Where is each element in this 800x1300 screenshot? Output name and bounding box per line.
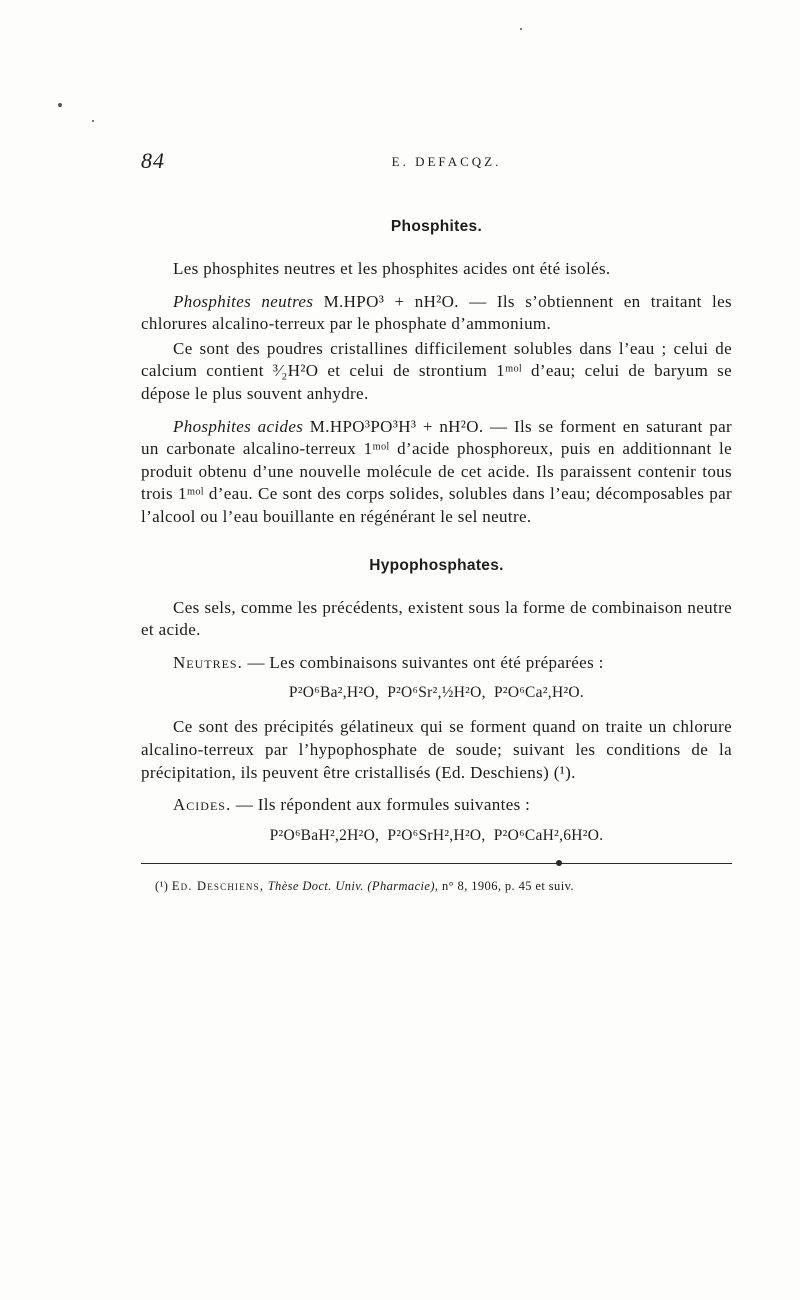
page-number: 84 xyxy=(141,148,165,173)
label-acides: Acides. xyxy=(173,795,232,815)
paragraph-hypophosphates-acides xyxy=(141,794,732,817)
footnote-divider xyxy=(141,863,732,864)
footnote-author: Ed. Deschiens, xyxy=(171,878,265,893)
label-phosphites-neutres: Phosphites neutres xyxy=(173,291,314,311)
scan-speck xyxy=(92,120,94,122)
formula-phosphites-acides: M.HPO³PO³H³ + nH²O. xyxy=(309,416,484,436)
paragraph-hypophosphates-neutres xyxy=(141,652,732,675)
paragraph-phosphites-neutres-details: Ce sont des poudres cristallines difficilement solubles dans l’eau ; celui de calcium contient ³⁄₂H²O et celui de strontium 1ᵐᵒˡ d’eau; celui de baryum se dépose le plus souvent anhydre. xyxy=(141,338,732,403)
formula-phosphites-neutres: M.HPO³ + nH²O. xyxy=(323,291,459,311)
paragraph-phosphites-intro: Les phosphites neutres et les phosphites acides ont été isolés. xyxy=(173,259,611,278)
label-phosphites-acides: Phosphites acides xyxy=(173,416,304,436)
text-phosphites-acides: — Ils se forment en saturant par un carbonate alcalino-terreux 1ᵐᵒˡ d’acide phosphoreux, puis en additionnant le produit obtenu d’une nouvelle molécule de cet acide. Ils paraissent contenir tous trois 1ᵐᵒˡ d’eau. Ce sont des corps solides, solubles dans l’eau; décomposables par l’alcool ou l’eau bouillante en régénérant le sel neutre. xyxy=(141,416,732,526)
scan-speck xyxy=(58,103,62,107)
paragraph-phosphites-acides xyxy=(141,416,732,529)
section-title-hypophosphates: Hypophosphates. xyxy=(369,556,504,574)
section-title-phosphites: Phosphites. xyxy=(390,218,483,235)
formula-line-acides: P²O⁶BaH²,2H²O, P²O⁶SrH²,H²O, P²O⁶CaH²,6H²O. xyxy=(269,826,604,844)
formula-line-neutres: P²O⁶Ba²,H²O, P²O⁶Sr²,½H²O, P²O⁶Ca²,H²O. xyxy=(288,684,585,702)
paragraph-hypophosphates-intro: Ces sels, comme les précédents, existent sous la forme de combinaison neutre et acide. xyxy=(141,597,732,640)
footnote xyxy=(141,878,732,895)
footnote-work: Thèse Doct. Univ. (Pharmacie), xyxy=(267,878,439,893)
text-phosphites-neutres: — Ils s’obtiennent en traitant les chlorures alcalino-terreux par le phosphate d’ammonium. xyxy=(141,291,732,334)
running-head xyxy=(141,148,732,178)
header-author: E. DEFACQZ. xyxy=(391,154,502,169)
paragraph-hypophosphates-neutres-details: Ce sont des précipités gélatineux qui se forment quand on traite un chlorure alcalino-terreux par l’hypophosphate de soude; suivant les conditions de la précipitation, ils peuvent être cristallisés (Ed. Deschiens) (¹). xyxy=(141,717,732,782)
text-acides: — Ils répondent aux formules suivantes : xyxy=(235,795,531,815)
scan-speck xyxy=(520,28,522,30)
footnote-marker: (¹) xyxy=(155,878,169,893)
paragraph-phosphites-neutres xyxy=(141,291,732,336)
text-neutres: — Les combinaisons suivantes ont été préparées : xyxy=(247,652,604,672)
label-neutres: Neutres. xyxy=(173,652,243,672)
book-page xyxy=(141,148,732,905)
divider-dot xyxy=(556,860,562,866)
footnote-rest: n° 8, 1906, p. 45 et suiv. xyxy=(441,878,574,893)
